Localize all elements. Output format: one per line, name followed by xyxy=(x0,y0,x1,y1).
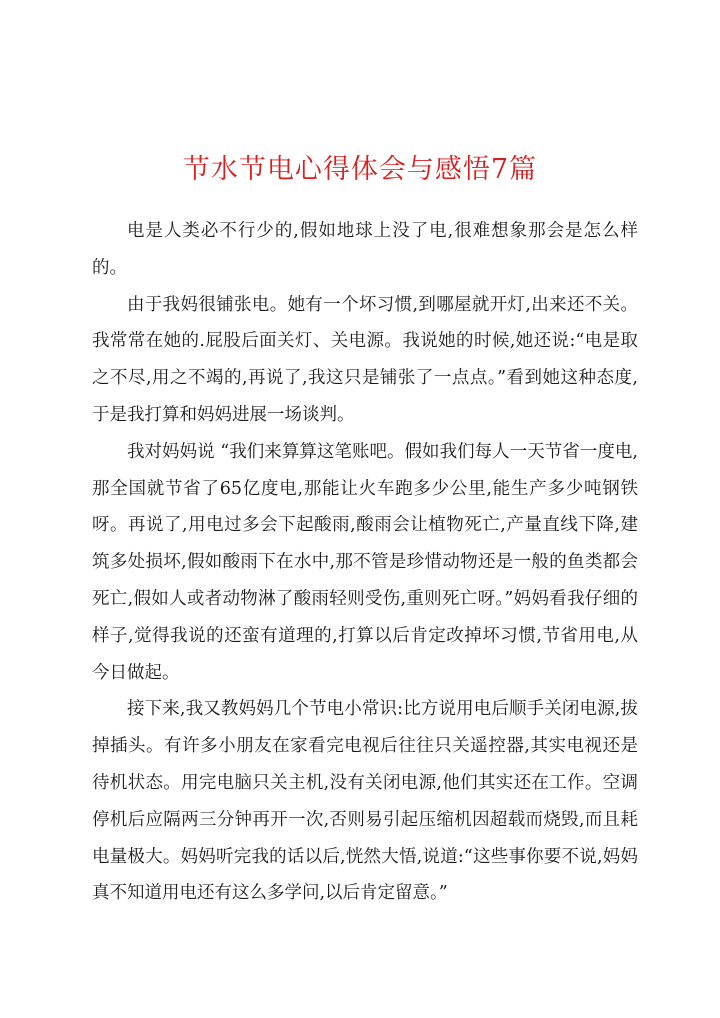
paragraph-3: 我对妈妈说 “我们来算算这笔账吧。假如我们每人一天节省一度电,那全国就节省了65亿度电,那能让火车跑多少公里,能生产多少吨钢铁呀。再说了,用电过多会下起酸雨,酸雨会让植物死亡,产量直线下降,建筑多处损坏,假如酸雨下在水中,那不管是珍惜动物还是一般的鱼类都会死亡,假如人或者动物淋了酸雨轻则受伤,重则死亡呀。”妈妈看我仔细的样子,觉得我说的还蛮有道理的,打算以后肯定改掉坏习惯,节省用电,从今日做起。 xyxy=(92,441,638,683)
paragraph-2: 由于我妈很铺张电。她有一个坏习惯,到哪屋就开灯,出来还不关。我常常在她的.屁股后面关灯、关电源。我说她的时候,她还说:“电是取之不尽,用之不竭的,再说了,我这只是铺张了一点点。”看到她这种态度,于是我打算和妈妈进展一场谈判。 xyxy=(92,294,638,425)
document-body xyxy=(92,213,638,912)
paragraph-4: 接下来,我又教妈妈几个节电小常识:比方说用电后顺手关闭电源,拔掉插头。有许多小朋友在家看完电视后往往只关遥控器,其实电视还是待机状态。用完电脑只关主机,没有关闭电源,他们其实还在工作。空调停机后应隔两三分钟再开一次,否则易引起压缩机因超载而烧毁,而且耗电量极大。妈妈听完我的话以后,恍然大悟,说道:“这些事你要不说,妈妈真不知道用电还有这么多学问,以后肯定留意。” xyxy=(92,699,638,904)
paragraph-1: 电是人类必不行少的,假如地球上没了电,很难想象那会是怎么样的。 xyxy=(92,221,638,278)
document-title: 节水节电心得体会与感悟7篇 xyxy=(182,154,538,185)
